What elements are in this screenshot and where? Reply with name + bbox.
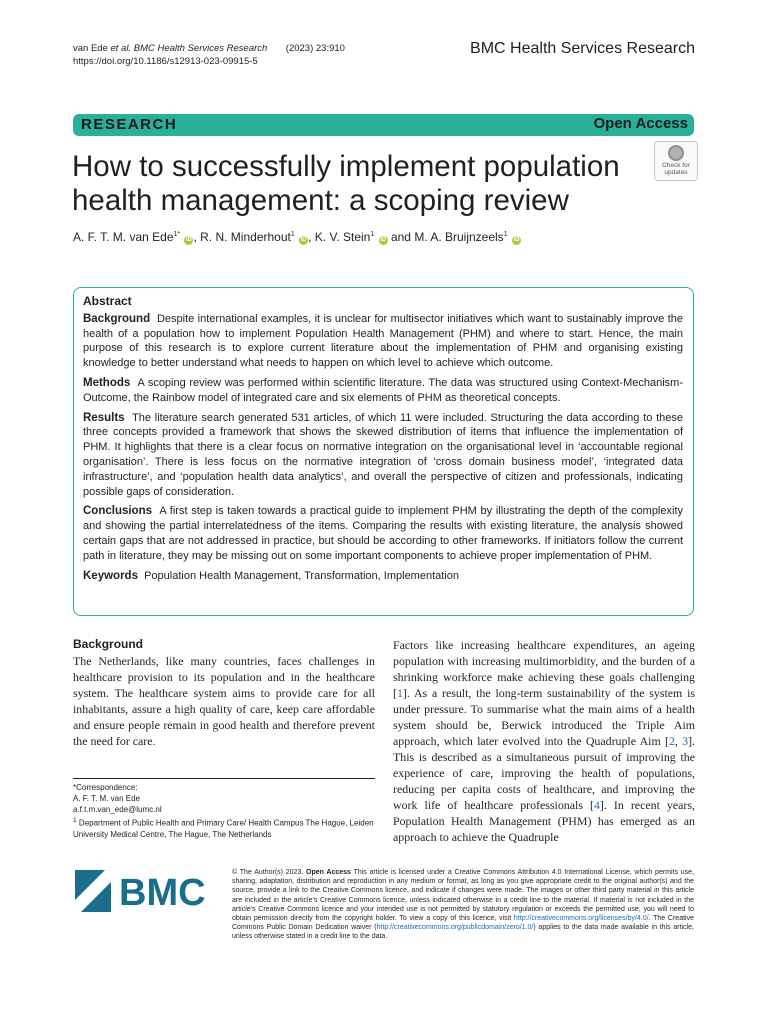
check-for-updates-button[interactable] bbox=[654, 141, 698, 181]
body-paragraph: Factors like increasing healthcare expenditures, an ageing population with increasing multimorbidity, and the burden of a shrinking workforce make achieving these goals challenging [1]. As a result, the long-term sustainability of the system is under pressure. To summarise what the main aims of a health system should be, Berwick introduced the Triple Aim approach, which later evolved into the Quadruple Aim [2, 3]. This is described as a simultaneous pursuit of improving the experience of care, improving the health of populations, reducing per capita costs of healthcare, and improving the work life of healthcare professionals [4]. In recent years, Population Health Management (PHM) has emerged as an approach to achieve the Quadruple bbox=[393, 638, 695, 844]
author-affiliation: 1 bbox=[503, 231, 508, 238]
citation-journal: et al. BMC Health Services Research bbox=[110, 43, 268, 54]
check-updates-line1: Check for bbox=[662, 162, 690, 169]
license-link[interactable]: http://creativecommons.org/licenses/by/4.0/ bbox=[513, 915, 649, 923]
abstract-background: Background Despite international examples, it is unclear for multisector initiatives which want to sustainably improve the health of a population how to implement Population Health Management (PHM) and where to start. Hence, the main purpose of this research is to explore current literature about the implementation of PHM and organising existing knowledge to better understand what needs to happen on which level to achieve which outcome. bbox=[83, 312, 683, 370]
citation-header bbox=[73, 42, 345, 68]
citation-link[interactable]: 3 bbox=[682, 734, 689, 748]
doi-link[interactable]: https://doi.org/10.1186/s12913-023-09915-5 bbox=[73, 56, 258, 67]
research-banner bbox=[73, 114, 694, 136]
affiliation: $^1$ Department of Public Health and Primary Care/ Health Campus The Hague, Leiden University Medical Centre, The Hague, The Netherlands bbox=[73, 817, 374, 839]
author-affiliation: 1* bbox=[173, 231, 181, 238]
author-list: A. F. T. M. van Ede$^{1*}$ iD , R. N. Minderhout$^1$ iD , K. V. Stein$^1$ iD and M. A. Bruijnzeels$^1$ iD bbox=[73, 230, 520, 244]
author-name[interactable]: K. V. Stein bbox=[314, 230, 371, 244]
abstract-conclusions: Conclusions A first step is taken towards a practical guide to implement PHM by illustrating the depth of the complexity and showing the partial interrelatedness of the items. Comparing the results with existing literature, the analysis showed certain gaps that are not addressed in practice, but should be according to other frameworks. If initiators follow the current path in literature, they may be missing out on some important components to achieve proper implementation of PHM. bbox=[83, 505, 683, 562]
waiver-link[interactable]: http://creativecommons.org/publicdomain/zero/1.0/ bbox=[376, 924, 534, 932]
bmc-logo-mark bbox=[73, 866, 213, 916]
abstract-box bbox=[73, 287, 694, 616]
citation-link[interactable]: 1 bbox=[396, 686, 403, 700]
section-heading: Background bbox=[73, 637, 144, 651]
article-title: How to successfully implement population health management: a scoping review bbox=[72, 150, 620, 217]
abstract-heading: Abstract bbox=[83, 294, 132, 308]
footnote bbox=[73, 782, 375, 840]
author-name[interactable]: M. A. Bruijnzeels bbox=[414, 230, 504, 244]
footnote-divider bbox=[73, 778, 375, 779]
body-left-column bbox=[73, 637, 375, 749]
body-right-column bbox=[393, 637, 695, 845]
bmc-logo bbox=[73, 866, 213, 916]
license-text: © The Author(s) 2023. Open Access This article is licensed under a Creative Commons Attribution 4.0 International License, which permits use, sharing, adaptation, distribution and reproduction in any medium or format, as long as you give appropriate credit to the original author(s) and the source, provide a link to the Creative Commons licence, and indicate if changes were made. The images or other third party material in this article are included in the article’s Creative Commons licence, unless indicated otherwise in a credit line to the material. If material is not included in the article’s Creative Commons licence and your intended use is not permitted by statutory regulation or exceeds the permitted use, you will need to obtain permission directly from the copyright holder. To view a copy of this licence, visit http://creativecommons.org/licenses/by/4.0/. The Creative Commons Public Domain Dedication waiver (http://creativecommons.org/publicdomain/zero/1.0/) applies to the data made available in this article, unless otherwise stated in a credit line to the data. bbox=[232, 869, 694, 941]
abstract-methods: Methods A scoping review was performed within scientific literature. The data was structured using Context-Mechanism-Outcome, the Rainbow model of integrated care and six elements of PHM as theoretical concepts. bbox=[83, 376, 683, 404]
orcid-icon[interactable]: iD bbox=[185, 237, 192, 243]
correspondence-name: A. F. T. M. van Ede bbox=[73, 794, 140, 803]
journal-name: BMC Health Services Research bbox=[470, 40, 695, 57]
body-paragraph: The Netherlands, like many countries, faces challenges in healthcare provision to its population and in the healthcare system. The healthcare system aims to provide care for all inhabitants, assure a high quality of care, keep care affordable and ensure people remain in good health and therefore prevent the need for care. bbox=[73, 654, 375, 748]
author-name[interactable]: R. N. Minderhout bbox=[200, 230, 291, 244]
check-updates-line2: updates bbox=[664, 169, 688, 176]
citation-link[interactable]: 2 bbox=[668, 734, 675, 748]
author-affiliation: 1 bbox=[290, 231, 295, 238]
citation-authors: van Ede bbox=[73, 43, 111, 54]
author-name[interactable]: A. F. T. M. van Ede bbox=[73, 230, 174, 244]
section-label: RESEARCH bbox=[81, 116, 178, 133]
citation-year: (2023) 23:910 bbox=[285, 43, 345, 54]
refresh-icon bbox=[668, 145, 684, 161]
citation-link[interactable]: 4 bbox=[593, 798, 600, 812]
correspondence-label: *Correspondence: bbox=[73, 783, 138, 792]
orcid-icon[interactable]: iD bbox=[380, 237, 387, 243]
author-affiliation: 1 bbox=[370, 231, 375, 238]
open-access-label: Open Access bbox=[593, 115, 688, 132]
correspondence-email[interactable]: a.f.t.m.van_ede@lumc.nl bbox=[73, 805, 162, 814]
svg-text:BMC: BMC bbox=[119, 872, 206, 914]
orcid-icon[interactable]: iD bbox=[513, 237, 520, 243]
abstract-results: Results The literature search generated 531 articles, of which 11 were included. Structuring the data according to these three concepts provided a framework that shows the skewed distribution of items that influence the implementation of PHM. It highlights that there is a clear focus on normative integration on the organisational level in ‘accountable regional organisation’. There is less focus on the normative integration of ‘cross domain business model’, ‘integrated data infrastructure’, and ‘population health data analytics’, and overall the perspective of citizen and professionals, indicating possible gaps of consideration. bbox=[83, 411, 683, 498]
abstract-keywords: Keywords Population Health Management, Transformation, Implementation bbox=[83, 569, 459, 582]
orcid-icon[interactable]: iD bbox=[300, 237, 307, 243]
